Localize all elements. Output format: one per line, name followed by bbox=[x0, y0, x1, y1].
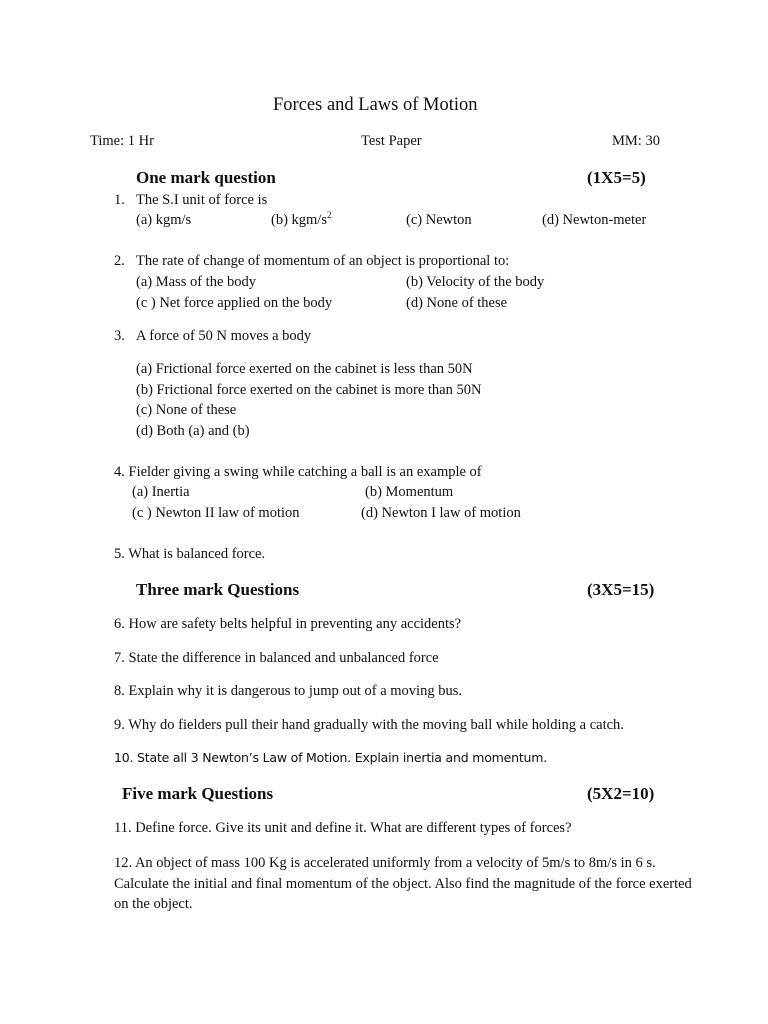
question-10-text: 10. State all 3 Newton’s Law of Motion. Explain inertia and momentum. bbox=[114, 750, 548, 765]
section-heading-three-mark: Three mark Questions bbox=[136, 580, 300, 599]
question-1-text: The S.I unit of force is bbox=[136, 192, 268, 208]
q1-option-c: (c) Newton bbox=[406, 212, 472, 228]
section-marks-five-mark: (5X2=10) bbox=[587, 784, 655, 803]
question-number: 3. bbox=[114, 328, 125, 344]
question-3-text: A force of 50 N moves a body bbox=[136, 328, 312, 344]
q1-option-b-base: (b) kgm/s bbox=[271, 212, 327, 228]
question-9-text: 9. Why do fielders pull their hand gradually with the moving ball while holding a catch. bbox=[114, 717, 624, 733]
section-marks-one-mark: (1X5=5) bbox=[587, 168, 646, 187]
question-8-text: 8. Explain why it is dangerous to jump out of a moving bus. bbox=[114, 683, 462, 699]
question-number: 2. bbox=[114, 253, 125, 269]
q2-option-c: (c ) Net force applied on the body bbox=[136, 295, 333, 311]
q1-option-a: (a) kgm/s bbox=[136, 212, 192, 228]
q4-option-a: (a) Inertia bbox=[132, 484, 190, 500]
q3-option-c: (c) None of these bbox=[136, 402, 237, 418]
q2-option-b: (b) Velocity of the body bbox=[406, 274, 545, 290]
question-7-text: 7. State the difference in balanced and unbalanced force bbox=[114, 650, 439, 666]
section-heading-one-mark: One mark question bbox=[136, 168, 276, 187]
section-heading-five-mark: Five mark Questions bbox=[122, 784, 274, 803]
q1-option-b-superscript: 2 bbox=[326, 210, 332, 220]
q1-option-d: (d) Newton-meter bbox=[542, 212, 647, 228]
q3-option-d: (d) Both (a) and (b) bbox=[136, 423, 250, 439]
section-marks-three-mark: (3X5=15) bbox=[587, 580, 655, 599]
max-marks-label: MM: 30 bbox=[612, 133, 660, 149]
paper-type-label: Test Paper bbox=[361, 133, 422, 149]
q4-option-d: (d) Newton I law of motion bbox=[361, 505, 521, 521]
q1-option-b bbox=[271, 212, 331, 229]
q3-option-a: (a) Frictional force exerted on the cabinet is less than 50N bbox=[136, 361, 473, 377]
question-11-text: 11. Define force. Give its unit and define it. What are different types of forces? bbox=[114, 820, 572, 836]
q2-option-a: (a) Mass of the body bbox=[136, 274, 257, 290]
question-number: 1. bbox=[114, 192, 125, 208]
question-12-text: 12. An object of mass 100 Kg is accelerated uniformly from a velocity of 5m/s to 8m/s in 6 s. Calculate the initial and final momentum of the object. Also find the magnitude of the force exerted on the object. bbox=[114, 855, 692, 912]
q4-option-b: (b) Momentum bbox=[365, 484, 454, 500]
q3-option-b: (b) Frictional force exerted on the cabinet is more than 50N bbox=[136, 382, 482, 398]
page-title: Forces and Laws of Motion bbox=[273, 95, 478, 115]
question-2-text: The rate of change of momentum of an object is proportional to: bbox=[136, 253, 510, 269]
question-4-text: 4. Fielder giving a swing while catching a ball is an example of bbox=[114, 464, 482, 480]
q4-option-c: (c ) Newton II law of motion bbox=[132, 505, 300, 521]
q2-option-d: (d) None of these bbox=[406, 295, 508, 311]
question-6-text: 6. How are safety belts helpful in preventing any accidents? bbox=[114, 616, 462, 632]
time-label: Time: 1 Hr bbox=[90, 133, 154, 149]
question-5-text: 5. What is balanced force. bbox=[114, 546, 266, 562]
